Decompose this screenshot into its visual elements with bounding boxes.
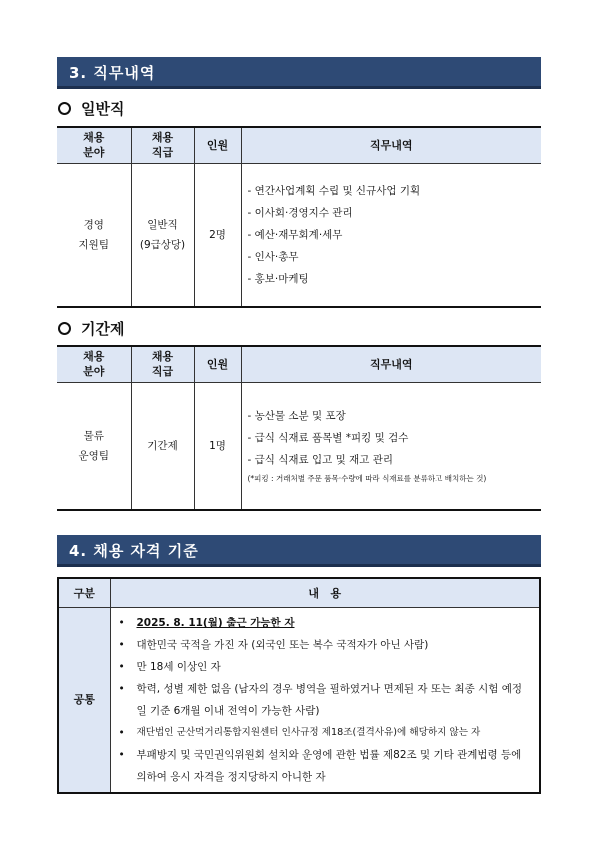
fixed-term-heading-label: 기간제 <box>81 320 125 338</box>
header-field: 채용 분야 <box>57 346 131 382</box>
criteria-item: • 만 18세 이상인 자 <box>119 656 532 678</box>
circle-bullet-icon <box>58 102 71 115</box>
criteria-item: • 학력, 성별 제한 없음 (남자의 경우 병역을 필하였거나 면제된 자 또는 최종 시험 예정일 기준 6개월 이내 전역이 가능한 사람) <box>119 678 532 722</box>
criteria-item: • 부패방지 및 국민권익위원회 설치와 운영에 관한 법률 제82조 및 기타 관계법령 등에 의하여 응시 자격을 정지당하지 아니한 자 <box>119 744 532 788</box>
duty-item: - 예산·재무회계·세무 <box>247 228 343 241</box>
table-row <box>57 382 541 510</box>
section-4-title: 4. 채용 자격 기준 <box>57 535 541 567</box>
cell-field: 물류 운영팀 <box>57 382 131 510</box>
cell-category-common: 공통 <box>58 608 110 794</box>
bullet-icon: • <box>118 639 125 651</box>
bullet-icon: • <box>118 661 125 673</box>
bullet-icon: • <box>118 683 125 695</box>
cell-duties <box>241 382 541 510</box>
section-3-title: 3. 직무내역 <box>57 57 541 89</box>
table-row <box>58 608 540 794</box>
picking-note: (*피킹 : 거래처별 주문 품목·수량에 따라 식재료를 분류하고 배치하는 것) <box>247 473 487 483</box>
cell-field: 경영 지원팀 <box>57 163 131 307</box>
duty-item: - 급식 식재료 입고 및 재고 관리 <box>247 453 394 466</box>
header-duties: 직무내역 <box>241 127 541 163</box>
criteria-item: • 재단법인 군산먹거리통합지원센터 인사규정 제18조(결격사유)에 해당하지 않는 자 <box>119 722 532 744</box>
header-category: 구분 <box>58 578 110 608</box>
criteria-item: • 2025. 8. 11(월) 출근 가능한 자 <box>119 612 532 634</box>
criteria-item: • 대한민국 국적을 가진 자 (외국인 또는 복수 국적자가 아닌 사람) <box>119 634 532 656</box>
header-duties: 직무내역 <box>241 346 541 382</box>
general-heading-label: 일반직 <box>81 100 125 118</box>
duty-item: - 연간사업계획 수립 및 신규사업 기획 <box>247 184 421 197</box>
cell-grade: 기간제 <box>131 382 194 510</box>
fixed-term-heading <box>58 318 124 339</box>
circle-bullet-icon <box>58 322 71 335</box>
duty-item: - 이사회·경영지수 관리 <box>247 206 353 219</box>
fixed-term-duties-table <box>57 345 541 511</box>
cell-duties <box>241 163 541 307</box>
header-content: 내 용 <box>110 578 540 608</box>
qualification-table <box>57 577 541 794</box>
cell-criteria <box>110 608 540 794</box>
duty-item: - 홍보·마케팅 <box>247 272 309 285</box>
general-heading <box>58 98 124 119</box>
duty-item: - 농산물 소분 및 포장 <box>247 409 346 422</box>
header-count: 인원 <box>194 127 241 163</box>
header-count: 인원 <box>194 346 241 382</box>
header-grade: 채용 직급 <box>131 346 194 382</box>
bullet-icon: • <box>118 749 125 761</box>
bullet-icon: • <box>118 617 125 629</box>
header-grade: 채용 직급 <box>131 127 194 163</box>
bullet-icon: • <box>118 727 125 739</box>
header-field: 채용 분야 <box>57 127 131 163</box>
cell-grade: 일반직 (9급상당) <box>131 163 194 307</box>
cell-count: 1명 <box>194 382 241 510</box>
general-duties-table <box>57 126 541 308</box>
duty-item: - 인사·총무 <box>247 250 299 263</box>
table-row <box>57 163 541 307</box>
cell-count: 2명 <box>194 163 241 307</box>
duty-item: - 급식 식재료 품목별 *피킹 및 검수 <box>247 431 409 444</box>
